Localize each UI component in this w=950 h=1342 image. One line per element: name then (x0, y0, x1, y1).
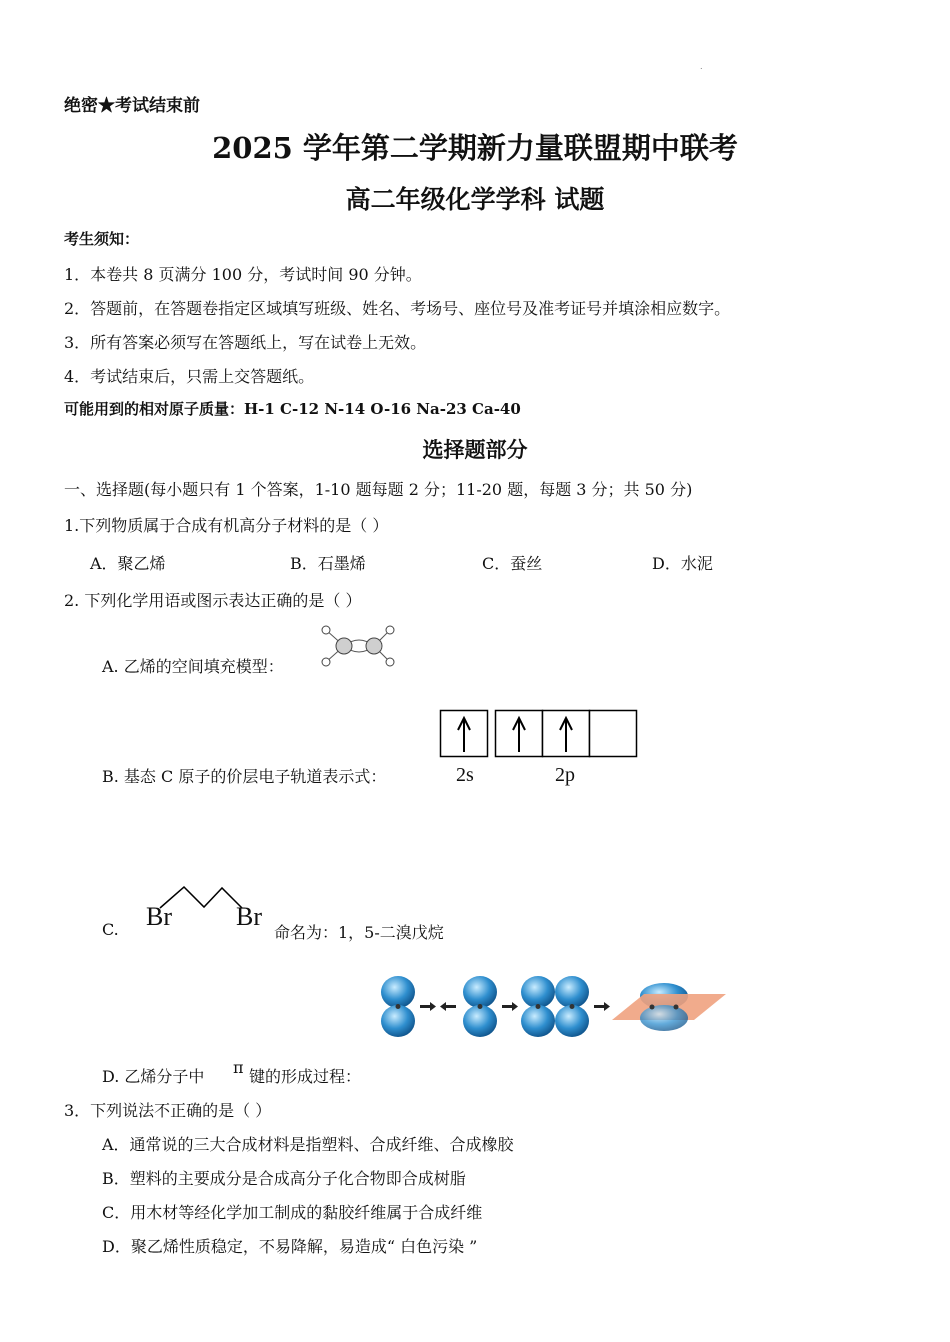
notice-item: 3．所有答案必须写在答题纸上，写在试卷上无效。 (64, 333, 427, 352)
notice-heading: 考生须知： (64, 230, 140, 248)
q2-option-c-text: 命名为：1，5-二溴戊烷 (274, 923, 444, 942)
section-title: 选择题部分 (422, 437, 528, 462)
pi-symbol: π (233, 1058, 244, 1077)
q3-stem: 3．下列说法不正确的是（ ） (64, 1101, 272, 1120)
q1-option-a: A．聚乙烯 (90, 554, 166, 573)
q3-option-a: A．通常说的三大合成材料是指塑料、合成纤维、合成橡胶 (102, 1135, 514, 1154)
p-orbital (463, 976, 497, 1037)
right-arrow (502, 1002, 518, 1011)
secret-label: 绝密★考试结束前 (64, 96, 200, 116)
exam-subtitle: 高二年级化学学科 试题 (345, 185, 605, 214)
q2-stem: 2. 下列化学用语或图示表达正确的是（ ） (64, 591, 362, 610)
q3-option-c: C．用木材等经化学加工制成的黏胶纤维属于合成纤维 (102, 1203, 483, 1222)
q1-option-c: C．蚕丝 (482, 554, 543, 573)
notice-item: 2．答题前，在答题卷指定区域填写班级、姓名、考场号、座位号及准考证号并填涂相应数字。 (64, 299, 731, 318)
q2-option-d-suffix: 键的形成过程： (249, 1067, 362, 1086)
notice-item: 1．本卷共 8 页满分 100 分，考试时间 90 分钟。 (64, 265, 422, 284)
notice-item: 4．考试结束后，只需上交答题纸。 (64, 367, 315, 386)
ethylene-model-figure (318, 622, 400, 670)
pi-bond-formation-figure (376, 972, 728, 1040)
q1-option-d: D．水泥 (652, 554, 713, 573)
stray-dot: . (700, 62, 703, 71)
overlapping-p-orbitals (521, 976, 589, 1037)
p-orbital (381, 976, 415, 1037)
orbital-2p-label: 2p (555, 764, 575, 786)
q3-option-d: D．聚乙烯性质稳定，不易降解，易造成“ 白色污染 ” (102, 1237, 478, 1256)
orbital-diagram (440, 710, 640, 762)
bromine-right-label: Br (236, 902, 262, 931)
atomic-mass-line: 可能用到的相对原子质量：H-1 C-12 N-14 O-16 Na-23 Ca-40 (64, 400, 521, 418)
orbital-2s-label: 2s (456, 764, 474, 786)
q1-option-b: B．石墨烯 (290, 554, 366, 573)
q1-stem: 1.下列物质属于合成有机高分子材料的是（ ） (64, 516, 389, 535)
q3-option-b: B．塑料的主要成分是合成高分子化合物即合成树脂 (102, 1169, 466, 1188)
q2-option-b: B. 基态 C 原子的价层电子轨道表示式： (102, 767, 387, 786)
pi-bond (612, 983, 726, 1031)
right-arrow (594, 1002, 610, 1011)
exam-title: 2025 学年第二学期新力量联盟期中联考 (212, 131, 738, 165)
bromine-left-label: Br (146, 902, 172, 931)
q2-option-d-prefix: D. 乙烯分子中 (102, 1067, 205, 1086)
q2-option-c-letter: C. (102, 920, 119, 939)
q2-option-a: A. 乙烯的空间填充模型： (102, 657, 284, 676)
part1-instruction: 一、选择题(每小题只有 1 个答案，1-10 题每题 2 分；11-20 题，每题 3 分；共 50 分) (64, 480, 693, 499)
approach-arrows (420, 1002, 456, 1011)
